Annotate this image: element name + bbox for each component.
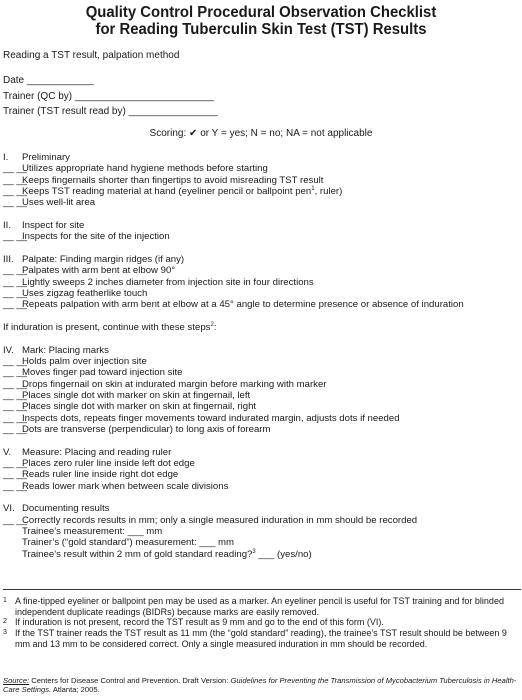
section-number: V. (3, 446, 12, 458)
checklist-item (3, 379, 519, 390)
footnote-text: If induration is not present, record the TST result as 9 mm and go to the end of this form (VI). (15, 617, 384, 628)
section-number: VI. (3, 503, 15, 515)
checklist-item (3, 390, 519, 401)
section-number: I. (3, 152, 9, 163)
checklist-item (3, 458, 519, 469)
date-field[interactable]: Date ____________ (3, 75, 94, 86)
section-palpate (3, 254, 519, 310)
source-title: Guidelines for Preventing the Transmission of Mycobacterium Tuberculosis in Health-Care Settings. (3, 676, 517, 694)
footnote (3, 617, 521, 628)
item-text: Uses zigzag featherlike touch (22, 287, 148, 299)
checklist-item (3, 481, 519, 492)
score-blank[interactable]: __ __ (3, 265, 28, 277)
checklist-item (3, 163, 519, 174)
section-title: Palpate: Finding margin ridges (if any) (22, 254, 185, 266)
item-text: Reads lower mark when between scale divisions (22, 480, 229, 492)
footnote-ref: 2 (210, 321, 214, 328)
section-number: III. (3, 254, 14, 266)
section-title: Mark: Placing marks (22, 344, 109, 356)
section-number: IV. (3, 344, 14, 356)
footnote (3, 628, 521, 649)
section-title: Inspect for site (22, 219, 85, 231)
score-blank[interactable]: __ __ (3, 480, 28, 492)
page-subtitle: Reading a TST result, palpation method (3, 50, 180, 61)
section-title: Preliminary (22, 152, 70, 163)
item-text: Reads ruler line inside right dot edge (22, 469, 179, 481)
section-title: Measure: Placing and reading ruler (22, 446, 172, 458)
item-text: Correctly records results in mm; only a single measured induration in mm should be recorded (22, 514, 418, 526)
checklist-content (3, 152, 519, 571)
item-text: Palpates with arm bent at elbow 90° (22, 265, 176, 277)
item-text: Places single dot with marker on skin at fingernail, left (22, 390, 251, 402)
footnote-number: 2 (3, 618, 7, 626)
score-blank[interactable]: __ __ (3, 299, 28, 311)
section-title: Documenting results (22, 503, 110, 515)
checklist-item (3, 299, 519, 310)
scoring-prefix: Scoring: (149, 128, 187, 139)
section-heading (3, 254, 519, 265)
section-measure (3, 447, 519, 492)
footnote-number: 3 (3, 629, 7, 637)
item-text (22, 186, 342, 197)
trainer-qc-field[interactable]: Trainer (QC by) _________________________ (3, 90, 214, 102)
score-blank[interactable]: __ __ (3, 367, 28, 379)
section-documenting (3, 503, 519, 559)
score-blank[interactable]: __ __ (3, 197, 28, 209)
score-blank[interactable]: __ __ (3, 185, 28, 197)
page-title (10, 4, 511, 38)
trainer-measurement (3, 537, 519, 548)
within-2mm-answer: ___ (yes/no) (255, 548, 312, 560)
checklist-item (3, 231, 519, 242)
source-label: Source: (3, 676, 30, 685)
score-blank[interactable]: __ __ (3, 412, 28, 424)
checkmark-icon: ✔ (189, 128, 198, 139)
item-text: Utilizes appropriate hand hygiene methods before starting (22, 163, 268, 175)
score-blank[interactable]: __ __ (3, 401, 28, 413)
footnote-number: 1 (3, 597, 7, 604)
header-fields (3, 73, 218, 120)
source-citation (3, 676, 521, 694)
item-text: Inspects dots, repeats finger movements toward indurated margin, adjusts dots if needed (22, 412, 400, 424)
trainer-read-field[interactable]: Trainer (TST result read by) ________________ (3, 106, 218, 117)
section-heading (3, 152, 519, 163)
scoring-legend (0, 128, 522, 139)
source-pre: Centers for Disease Control and Prevention. Draft Version: (29, 676, 231, 685)
checklist-item (3, 265, 519, 276)
scoring-text: or Y = yes; N = no; NA = not applicable (200, 128, 373, 139)
within-2mm-question: Trainee’s result within 2 mm of gold standard reading? (22, 548, 253, 560)
footnote-text: A fine-tipped eyeliner or ballpoint pen may be used as a marker. An eyeliner pencil is useful for TST training and for blinded independent duplicate readings (BIDRs) because marks are easily removed. (15, 596, 504, 617)
continue-note-text: If induration is present, continue with these steps (3, 322, 211, 334)
score-blank[interactable]: __ __ (3, 378, 28, 390)
score-blank[interactable]: __ __ (3, 356, 28, 368)
footnote-divider (3, 589, 521, 590)
checklist-item (3, 277, 519, 288)
title-line-2: for Reading Tuberculin Skin Test (TST) Results (95, 21, 427, 38)
checklist-item (3, 424, 519, 435)
score-blank[interactable]: __ __ (3, 469, 28, 481)
score-blank[interactable]: __ __ (3, 423, 28, 435)
section-inspect (3, 220, 519, 243)
checklist-item (3, 515, 519, 526)
score-blank[interactable]: __ __ (3, 276, 28, 288)
section-preliminary (3, 152, 519, 208)
item-text: Places zero ruler line inside left dot edge (22, 458, 195, 470)
footnote-ref: 3 (252, 548, 256, 555)
section-mark (3, 345, 519, 435)
item-text: Inspects for the site of the injection (22, 231, 170, 243)
item-text: Drops fingernail on skin at indurated margin before marking with marker (22, 378, 327, 390)
checklist-item (3, 186, 519, 197)
score-blank[interactable]: __ __ (3, 287, 28, 299)
source-post: Atlanta; 2005. (51, 685, 100, 694)
item-text: Keeps fingernails shorter than fingertips to avoid misreading TST result (22, 174, 324, 186)
trainee-measurement-text[interactable]: Trainee’s measurement: ___ mm (22, 526, 163, 538)
checklist-item (3, 413, 519, 424)
item-text: Uses well-lit area (22, 197, 96, 209)
item-text: Holds palm over injection site (22, 356, 147, 368)
checklist-item (3, 197, 519, 208)
section-heading (3, 220, 519, 231)
checklist-item (3, 469, 519, 480)
section-heading (3, 503, 519, 514)
checklist-item (3, 356, 519, 367)
score-blank[interactable]: __ __ (3, 231, 28, 243)
checklist-item (3, 367, 519, 378)
checklist-item (3, 401, 519, 412)
item-text-main: Keeps TST reading material at hand (eyeliner pencil or ballpoint pen (22, 185, 312, 197)
item-text: Lightly sweeps 2 inches diameter from injection site in four directions (22, 276, 314, 288)
trainee-measurement (3, 526, 519, 537)
footnote (3, 596, 521, 617)
continue-note (3, 322, 519, 333)
trainer-measurement-text[interactable]: Trainer’s (“gold standard”) measurement: ___ mm (22, 537, 235, 549)
footnotes (3, 596, 521, 650)
item-text: Moves finger pad toward injection site (22, 367, 183, 379)
item-text: Places single dot with marker on skin at fingernail, right (22, 401, 257, 413)
footnote-ref: 1 (311, 185, 315, 192)
item-text: Dots are transverse (perpendicular) to long axis of forearm (22, 423, 271, 435)
checklist-item (3, 175, 519, 186)
score-blank[interactable]: __ __ (3, 163, 28, 175)
within-2mm-check (3, 549, 519, 560)
score-blank[interactable]: __ __ (3, 514, 28, 526)
section-number: II. (3, 219, 11, 231)
footnote-text: If the TST trainer reads the TST result as 11 mm (the “gold standard” reading), the trainee’s TST result should be between 9 mm and 13 mm to be considered correct. Only a single measured induration in mm should be recorded. (15, 628, 507, 649)
continue-note-tail: : (213, 322, 217, 334)
item-text-tail: , ruler) (314, 185, 343, 197)
score-blank[interactable]: __ __ (3, 458, 28, 470)
title-line-1: Quality Control Procedural Observation Checklist (85, 4, 437, 21)
score-blank[interactable]: __ __ (3, 390, 28, 402)
within-2mm-text[interactable] (22, 549, 312, 560)
section-heading (3, 447, 519, 458)
score-blank[interactable]: __ __ (3, 174, 28, 186)
section-heading (3, 345, 519, 356)
checklist-item (3, 288, 519, 299)
item-text: Repeats palpation with arm bent at elbow at a 45° angle to determine presence or absence of induration (22, 299, 464, 311)
